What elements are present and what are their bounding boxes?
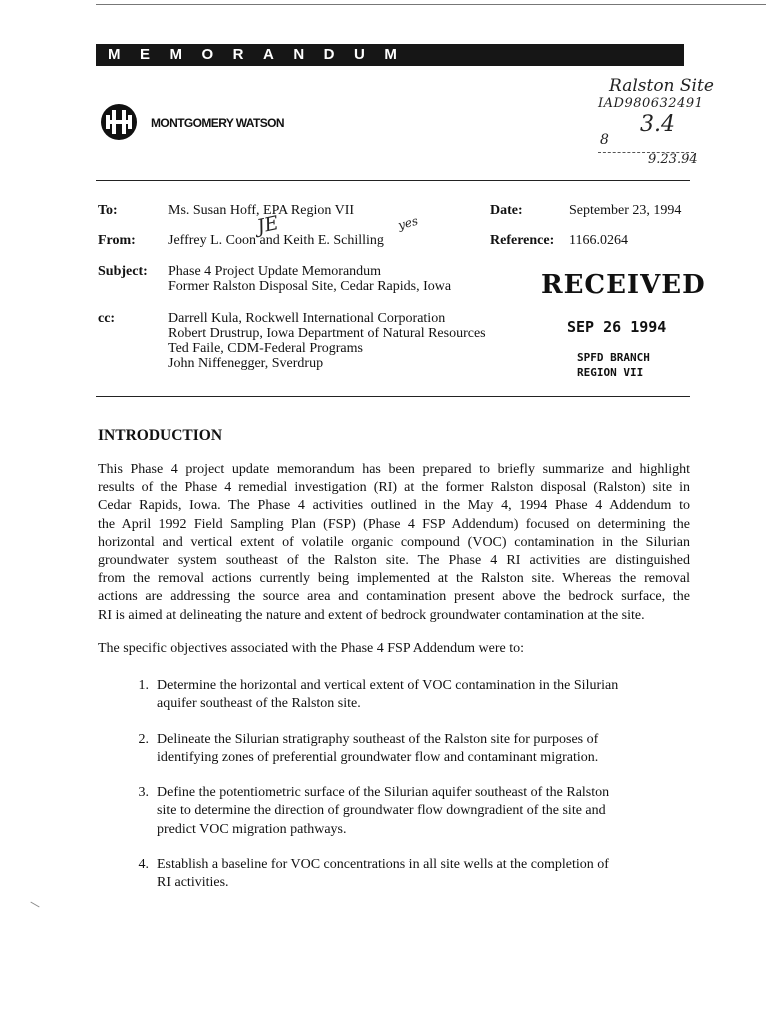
objective-number: 3. <box>138 785 149 800</box>
montgomery-watson-logo-icon <box>100 103 138 141</box>
objective-number: 2. <box>138 732 149 747</box>
cc-recipient: Darrell Kula, Rockwell International Corporation <box>168 311 446 326</box>
date-label: Date: <box>490 203 523 218</box>
date-value: September 23, 1994 <box>569 203 682 218</box>
objective-line: aquifer southeast of the Ralston site. <box>157 696 361 712</box>
cc-recipient: John Niffenegger, Sverdrup <box>168 356 324 371</box>
paragraph-line: Cedar Rapids, Iowa. The Phase 4 activities outlined in the May 4, 1994 Phase 4 Addendum to <box>98 498 690 514</box>
paragraph-line: actions are addressing the source area and contamination present above the bedrock surface, the <box>98 589 690 605</box>
objective-line: site to determine the direction of groundwater flow downgradient of the site and <box>157 803 606 819</box>
cc-recipient: Robert Drustrup, Iowa Department of Natural Resources <box>168 326 486 341</box>
received-stamp-date: SEP 26 1994 <box>567 318 667 336</box>
paragraph-line: the April 1992 Field Sampling Plan (FSP) (Phase 4 FSP Addendum) focused on determining the <box>98 516 690 532</box>
objective-number: 4. <box>138 857 149 872</box>
introduction-heading: INTRODUCTION <box>98 427 223 444</box>
objective-line: identifying zones of preferential groundwater flow and contaminant migration. <box>157 750 599 766</box>
introduction-paragraph <box>98 461 690 625</box>
subject-line-2: Former Ralston Disposal Site, Cedar Rapids, Iowa <box>168 279 452 294</box>
paragraph-line: This Phase 4 project update memorandum has been prepared to briefly summarize and highlight <box>98 462 690 477</box>
objective-line: Delineate the Silurian stratigraphy southeast of the Ralston site for purposes of <box>157 732 599 747</box>
objective-number: 1. <box>138 678 149 693</box>
handwritten-section-number: 3.4 <box>640 112 675 137</box>
objective-item <box>125 677 665 714</box>
header-divider <box>96 180 690 181</box>
received-stamp-branch: SPFD BRANCH <box>577 351 650 364</box>
paragraph-line: results of the Phase 4 remedial investigation (RI) at the former Ralston disposal (Ralston) site in <box>98 480 690 496</box>
to-value: Ms. Susan Hoff, EPA Region VII <box>168 203 355 218</box>
reference-value: 1166.0264 <box>569 233 628 248</box>
subject-line-1: Phase 4 Project Update Memorandum <box>168 264 382 279</box>
paragraph-line: groundwater system southeast of the Ralston site. The Phase 4 RI activities are distinguished <box>98 553 690 569</box>
received-stamp: RECEIVED <box>541 270 706 300</box>
address-block-divider <box>96 396 690 397</box>
objective-line: Establish a baseline for VOC concentrations in all site wells at the completion of <box>157 857 609 872</box>
memorandum-banner: MEMORANDUM <box>96 44 684 66</box>
objective-line: Define the potentiometric surface of the Silurian aquifer southeast of the Ralston <box>157 785 610 800</box>
handwritten-date: 9.23.94 <box>648 152 698 167</box>
handwritten-mark: 8 <box>600 132 609 148</box>
objectives-intro: The specific objectives associated with the Phase 4 FSP Addendum were to: <box>98 641 525 656</box>
cc-recipient: Ted Faile, CDM-Federal Programs <box>168 341 363 356</box>
handwritten-epa-id: IAD980632491 <box>598 96 704 111</box>
paragraph-line: horizontal and vertical extent of volatile organic compound (VOC) contamination in the Silurian <box>98 534 690 550</box>
company-name: MONTGOMERY WATSON <box>151 116 284 130</box>
scan-mark <box>30 902 39 908</box>
received-stamp-region: REGION VII <box>577 366 644 379</box>
objective-line: RI activities. <box>157 875 229 891</box>
to-label: To: <box>98 203 118 218</box>
objective-item <box>125 856 665 893</box>
objective-item <box>125 731 665 768</box>
top-rule <box>96 4 766 5</box>
handwritten-initials: JE <box>254 212 281 238</box>
subject-label: Subject: <box>98 264 148 279</box>
objective-line: predict VOC migration pathways. <box>157 821 347 837</box>
paragraph-line: RI is aimed at delineating the nature and extent of bedrock groundwater contamination at the site. <box>98 607 645 623</box>
reference-label: Reference: <box>490 233 555 248</box>
handwritten-yes: yes <box>396 213 420 233</box>
from-label: From: <box>98 233 136 248</box>
handwritten-site-name: Ralston Site <box>609 76 714 96</box>
paragraph-line: from the removal actions currently being implemented at the Ralston site. Whereas the removal <box>98 571 690 587</box>
cc-label: cc: <box>98 311 116 326</box>
objective-item <box>125 784 665 839</box>
from-value: Jeffrey L. Coon and Keith E. Schilling <box>168 233 384 248</box>
objective-line: Determine the horizontal and vertical extent of VOC contamination in the Silurian <box>157 678 619 693</box>
